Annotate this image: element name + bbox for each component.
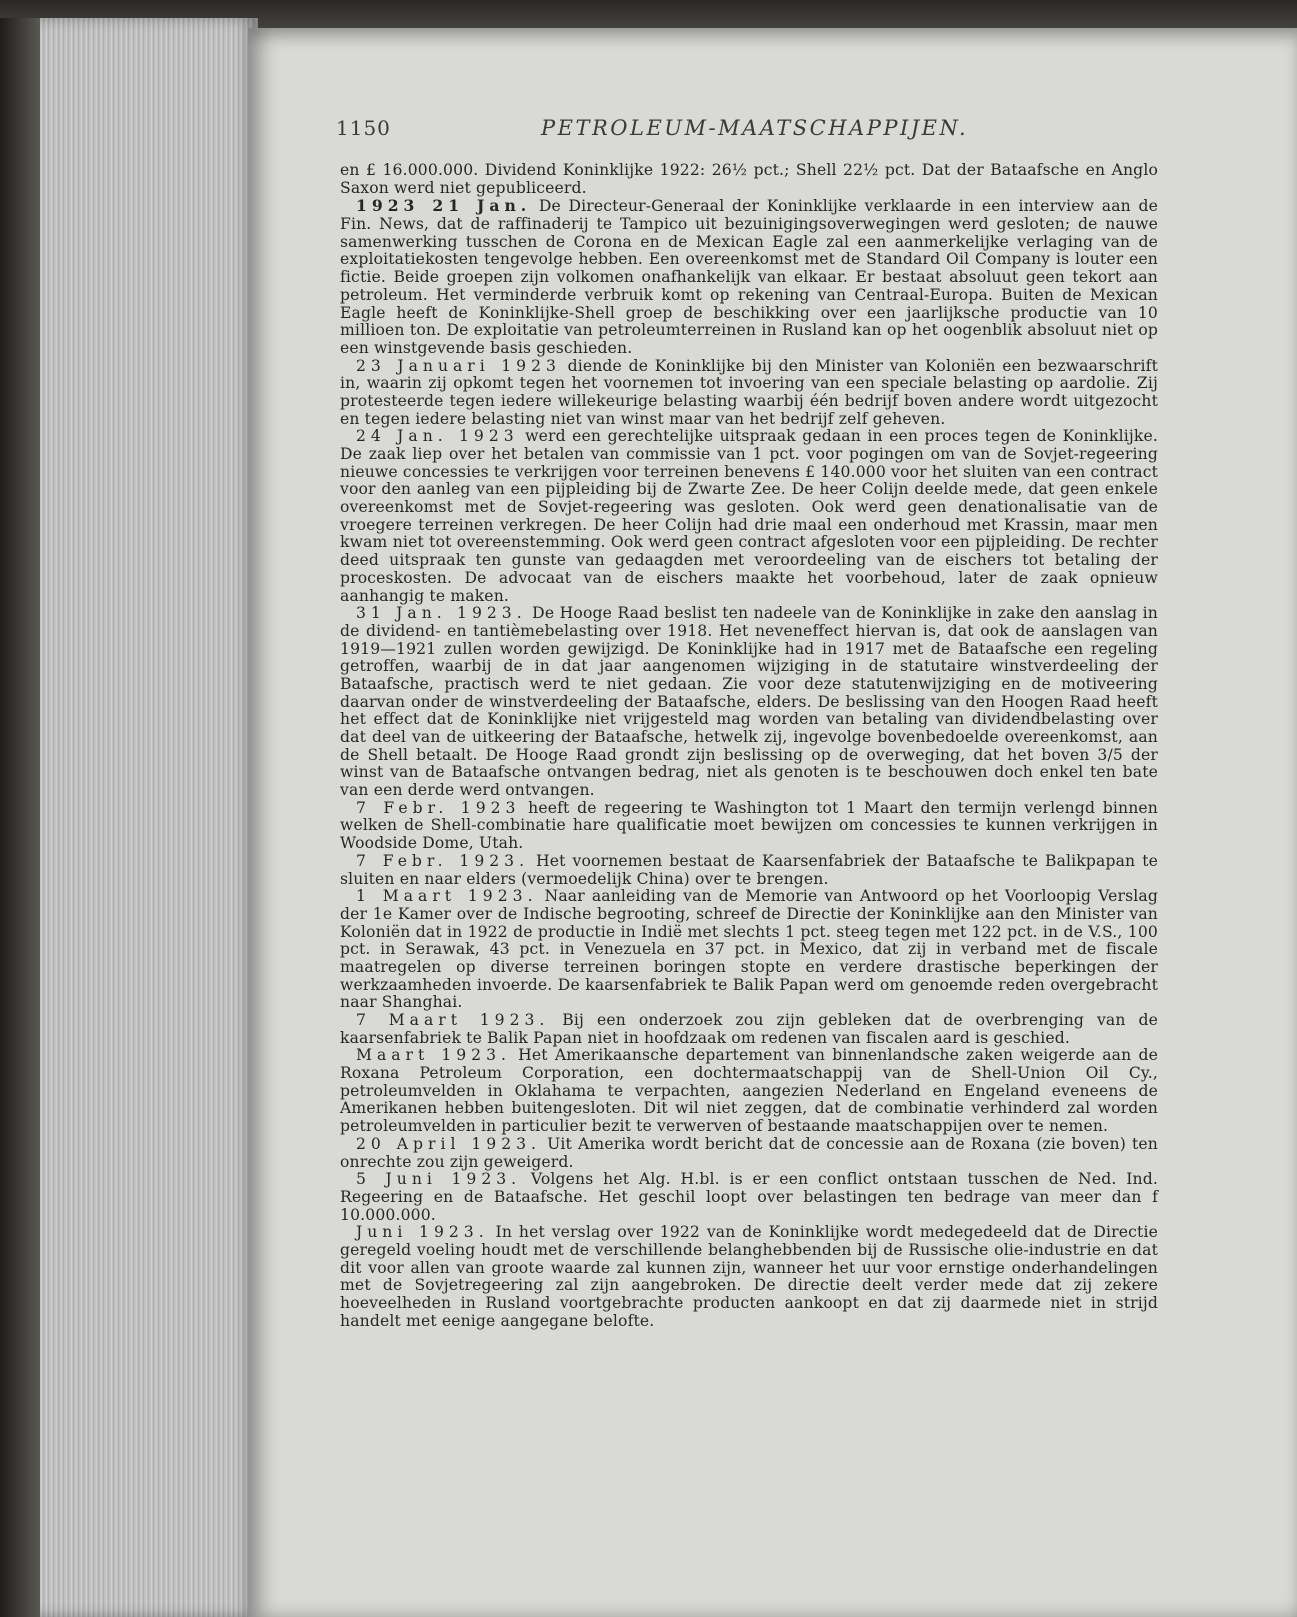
paragraph-text: Het voornemen bestaat de Kaarsenfabriek der Bataafsche te Balikpapan te sluiten en naar elders (vermoedelijk China) over te brengen. bbox=[340, 851, 1158, 888]
page-header bbox=[336, 110, 1196, 150]
paragraph-text: De Hooge Raad beslist ten nadeele van de Koninklijke in zake den aanslag in de dividend- en tantièmebelasting over 1918. Het neveneffect hiervan is, dat ook de aanslagen van 1919—1921 zullen worden gewijzigd. De Koninklijke had in 1917 met de Bataafsche een regeling getroffen, waarbij de in dat jaar aangenomen wijziging in de statutaire winstverdeeling der Bataafsche, practisch werd te niet gedaan. Zie voor deze statutenwijziging en de motiveering daarvan onder de winstverdeeling der Bataafsche, elders. De beslissing van den Hoogen Raad heeft het effect dat de Koninklijke niet vrijgesteld mag worden van betaling van dividendbelasting over dat deel van de uitkeering der Bataafsche, hetwelk zij, ingevolge bovenbedoelde overeenkomst, aan de Shell betaalt. De Hooge Raad grondt zijn beslissing op de overweging, dat het boven 3/5 der winst van de Bataafsche ontvangen bedrag, niet als genoten is te beschouwen doch enkel ten bate van een derde werd ontvangen. bbox=[340, 604, 1158, 800]
page-number: 1150 bbox=[336, 116, 391, 140]
entry-date: 31 Jan. 1923. bbox=[356, 604, 527, 623]
paragraph bbox=[340, 197, 1158, 357]
paragraph bbox=[340, 605, 1158, 800]
paragraph-text: In het verslag over 1922 van de Koninklijke wordt medegedeeld dat de Directie geregeld voeling houdt met de verschillende belanghebbenden bij de Russische olie-industrie en dat dit voor allen van groote waarde zal kunnen zijn, wanneer het uur voor ernstige onderhandelingen met de Sovjetregeering zal zijn aangebroken. De directie deelt verder mede dat zij zekere hoeveelheden in Rusland voortgebrachte producten aankoopt en dat zij daarmede niet in strijd handelt met eenige aangegane belofte. bbox=[340, 1223, 1158, 1330]
paragraph-text: De Directeur-Generaal der Koninklijke verklaarde in een interview aan de Fin. News, dat de raffinaderij te Tampico uit bezuinigingsoverwegingen werd gesloten; de nauwe samenwerking tusschen de Corona en de Mexican Eagle zal een aanmerkelijke verlaging van de exploitatiekosten tengevolge hebben. Een overeenkomst met de Standard Oil Company is louter een fictie. Beide groepen zijn volkomen onafhankelijk van elkaar. Er bestaat absoluut geen tekort aan petroleum. Het verminderde verbruik komt op rekening van Centraal-Europa. Buiten de Mexican Eagle heeft de Koninklijke-Shell groep de beschikking over een jaarlijksche productie van 10 millioen ton. De exploitatie van petroleumterreinen in Rusland kan op het oogenblik absoluut niet op een winstgevende basis geschieden. bbox=[340, 197, 1158, 357]
paragraph bbox=[340, 1136, 1158, 1171]
entry-date: Maart 1923. bbox=[356, 1046, 511, 1065]
paragraph bbox=[340, 358, 1158, 429]
entry-date: 1923 21 Jan. bbox=[356, 196, 532, 216]
entry-date: 7 Febr. 1923 bbox=[356, 798, 521, 817]
running-title: PETROLEUM-MAATSCHAPPIJEN. bbox=[541, 116, 969, 140]
entry-date: 7 Febr. 1923. bbox=[356, 851, 530, 870]
entry-date: 5 Juni 1923. bbox=[356, 1170, 522, 1189]
paragraph-text: Uit Amerika wordt bericht dat de concessie aan de Roxana (zie boven) ten onrechte zou zijn geweigerd. bbox=[340, 1134, 1158, 1171]
entry-date: 23 Januari 1923 bbox=[356, 356, 561, 375]
paragraph-text: Volgens het Alg. H.bl. is er een conflict ontstaan tusschen de Ned. Ind. Regeering en de Bataafsche. Het geschil loopt over belastingen ten bedrage van meer dan f 10.000.000. bbox=[340, 1170, 1158, 1224]
paragraph bbox=[340, 1012, 1158, 1047]
paragraph-text: Het Amerikaansche departement van binnenlandsche zaken weigerde aan de Roxana Petroleum Corporation, een dochtermaatschappij van de Shell-Union Oil Cy., petroleumvelden in Oklahama te verpachten, aangezien Nederland en Engeland eveneens de Amerikanen hebben buitengesloten. Dit wil niet zeggen, dat de combinatie verhinderd zal worden petroleumvelden in particulier bezit te verwerven of bestaande maatschappijen over te nemen. bbox=[340, 1046, 1158, 1136]
book-page bbox=[248, 28, 1297, 1617]
paragraph bbox=[340, 853, 1158, 888]
paragraph bbox=[340, 1224, 1158, 1330]
paragraph-text: heeft de regeering te Washington tot 1 Maart den termijn verlengd binnen welken de Shell-combinatie hare qualificatie moet bewijzen om concessies te kunnen verkrijgen in Woodside Dome, Utah. bbox=[340, 798, 1158, 853]
paragraph bbox=[340, 888, 1158, 1012]
paragraph bbox=[340, 162, 1158, 197]
entry-date: 7 Maart 1923. bbox=[356, 1011, 550, 1029]
paragraph-text: Bij een onderzoek zou zijn gebleken dat de overbrenging van de kaarsenfabriek te Balik Papan niet in hoofdzaak om redenen van fiscalen aard is geschied. bbox=[340, 1011, 1158, 1047]
book-edge-shadow bbox=[0, 18, 40, 1617]
entry-date: 24 Jan. 1923 bbox=[356, 427, 519, 446]
body-text bbox=[340, 162, 1158, 1330]
paragraph-text: diende de Koninklijke bij den Minister van Koloniën een bezwaarschrift in, waarin zij opkomt tegen het voornemen tot invoering van een speciale belasting op aardolie. Zij protesteerde tegen iedere willekeurige belasting waarbij één bedrijf boven andere wordt uitgezocht en tegen iedere belasting niet van winst maar van het bedrijf zelf geheven. bbox=[340, 356, 1158, 428]
paragraph-text: en £ 16.000.000. Dividend Koninklijke 1922: 26½ pct.; Shell 22½ pct. Dat der Bataafsche en Anglo Saxon werd niet gepubliceerd. bbox=[340, 161, 1158, 197]
paragraph bbox=[340, 428, 1158, 605]
paragraph bbox=[340, 800, 1158, 853]
entry-date: Juni 1923. bbox=[356, 1223, 489, 1242]
paragraph bbox=[340, 1047, 1158, 1135]
entry-date: 20 April 1923. bbox=[356, 1134, 541, 1153]
paragraph bbox=[340, 1171, 1158, 1224]
paragraph-text: Naar aanleiding van de Memorie van Antwoord op het Voorloopig Verslag der 1e Kamer over de Indische begrooting, schreef de Directie der Koninklijke aan den Minister van Koloniën dat in 1922 de productie in Indië met slechts 1 pct. steeg tegen met 122 pct. in de V.S., 100 pct. in Serawak, 43 pct. in Venezuela en 37 pct. in Mexico, dat zij in verband met de fiscale maatregelen op diverse terreinen boringen stopte en verdere drastische beperkingen der werkzaamheden invoerde. De kaarsenfabriek te Balik Papan werd om genoemde reden overgebracht naar Shanghai. bbox=[340, 887, 1158, 1012]
entry-date: 1 Maart 1923. bbox=[356, 887, 538, 906]
paragraph-text: werd een gerechtelijke uitspraak gedaan in een proces tegen de Koninklijke. De zaak liep over het betalen van commissie van 1 pct. voor pogingen om van de Sovjet-regeering nieuwe concessies te verkrijgen voor terreinen benevens £ 140.000 voor het sluiten van een contract voor den aanleg van een pijpleiding bij de Zwarte Zee. De heer Colijn deelde mede, dat geen enkele overeenkomst met de Sovjet-regeering was gesloten. Ook werd geen denationalisatie van de vroegere terreinen verkregen. De heer Colijn had drie maal een onderhoud met Krassin, maar men kwam niet tot overeenstemming. Ook werd geen contract afgesloten voor een pijpleiding. De rechter deed uitspraak ten gunste van gedaagden met veroordeeling van de eischers tot betaling der proceskosten. De advocaat van de eischers maakte het voorbehoud, later de zaak opnieuw aanhangig te maken. bbox=[340, 427, 1158, 605]
